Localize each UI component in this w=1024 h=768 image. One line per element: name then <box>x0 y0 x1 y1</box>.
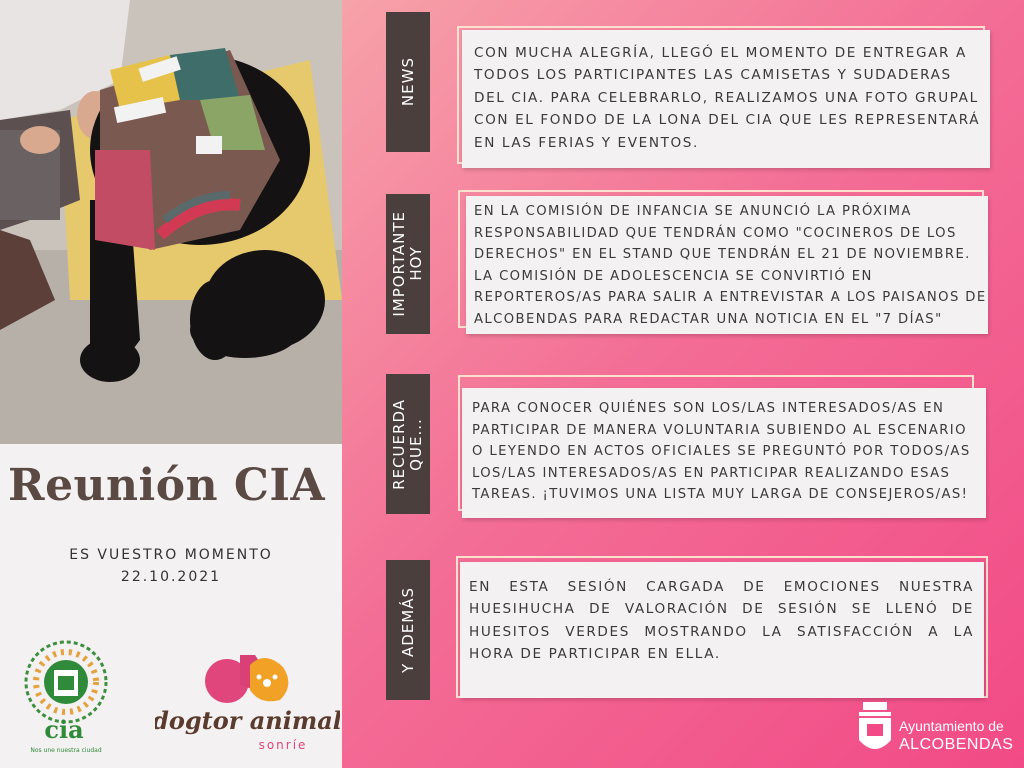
therapy-dog-photo <box>0 0 342 444</box>
section-label-text: Y ADEMÁS <box>398 587 417 673</box>
ayto-line1: Ayuntamiento de <box>899 718 1004 734</box>
section-text: PARA CONOCER QUIÉNES SON LOS/LAS INTERESADOS/AS EN PARTICIPAR DE MANERA VOLUNTARIA SUBIENDO AL ESCENARIO O LEYENDO EN ACTOS OFICIALES SE PREGUNTÓ POR TODOS/AS LOS/LAS INTERESADOS/AS EN PARTICIPAR REALIZANDO ESAS TAREAS. ¡TUVIMOS UNA LISTA MUY LARGA DE CONSEJEROS/AS! <box>472 401 971 503</box>
cia-logo-text: cia <box>44 715 84 744</box>
coat-of-arms-icon <box>855 700 895 760</box>
section-label-text: IMPORTANTE HOY <box>390 211 425 317</box>
section-card-importante <box>466 196 988 334</box>
section-card-ademas <box>460 562 984 698</box>
section-label-ademas <box>386 560 430 700</box>
subtitle-block <box>0 544 342 588</box>
ayto-line2: ALCOBENDAS <box>899 736 1014 753</box>
section-label-recuerda <box>386 374 430 514</box>
left-column <box>0 0 342 768</box>
cia-logo-tagline: Nos une nuestra ciudad <box>30 747 102 754</box>
ayuntamiento-logo <box>855 698 1020 762</box>
section-label-news <box>386 12 430 152</box>
section-text: CON MUCHA ALEGRÍA, LLEGÓ EL MOMENTO DE ENTREGAR A TODOS LOS PARTICIPANTES LAS CAMISETAS Y SUDADERAS DEL CIA. PARA CELEBRARLO, REALIZAMOS UNA FOTO GRUPAL CON EL FONDO DE LA LONA DEL CIA QUE LES REPRESENTARÁ EN LAS FERIAS Y EVENTOS. <box>474 45 981 151</box>
dogtor-animal-logo <box>155 645 340 760</box>
dogtor-logo-sub: sonríe <box>258 738 308 752</box>
date-text: 22.10.2021 <box>120 569 222 585</box>
section-label-text: NEWS <box>398 57 417 107</box>
page-title: Reunión CIA <box>8 460 326 511</box>
section-text: EN LA COMISIÓN DE INFANCIA SE ANUNCIÓ LA PRÓXIMA RESPONSABILIDAD QUE TENDRÁN COMO "COCINEROS DE LOS DERECHOS" EN EL STAND QUE TENDRÁN EL 21 DE NOVIEMBRE. LA COMISIÓN DE ADOLESCENCIA SE CONVIRTIÓ EN REPORTEROS/AS PARA SALIR A ENTREVISTAR A LOS PAISANOS DE ALCOBENDAS PARA REDACTAR UNA NOTICIA EN EL "7 DÍAS" <box>474 204 987 327</box>
section-card-news <box>462 30 990 168</box>
subtitle-text: ES VUESTRO MOMENTO <box>69 547 273 563</box>
cia-logo <box>14 630 124 756</box>
section-card-recuerda <box>462 388 986 518</box>
section-label-importante <box>386 194 430 334</box>
dogtor-logo-text: dogtor animal <box>155 706 340 735</box>
section-text: EN ESTA SESIÓN CARGADA DE EMOCIONES NUESTRA HUESIHUCHA DE VALORACIÓN DE SESIÓN SE LLENÓ DE HUESITOS VERDES MOSTRANDO LA SATISFACCIÓN A LA HORA DE PARTICIPAR EN ELLA. <box>469 579 974 663</box>
section-label-text: RECUERDA QUE... <box>390 398 425 490</box>
